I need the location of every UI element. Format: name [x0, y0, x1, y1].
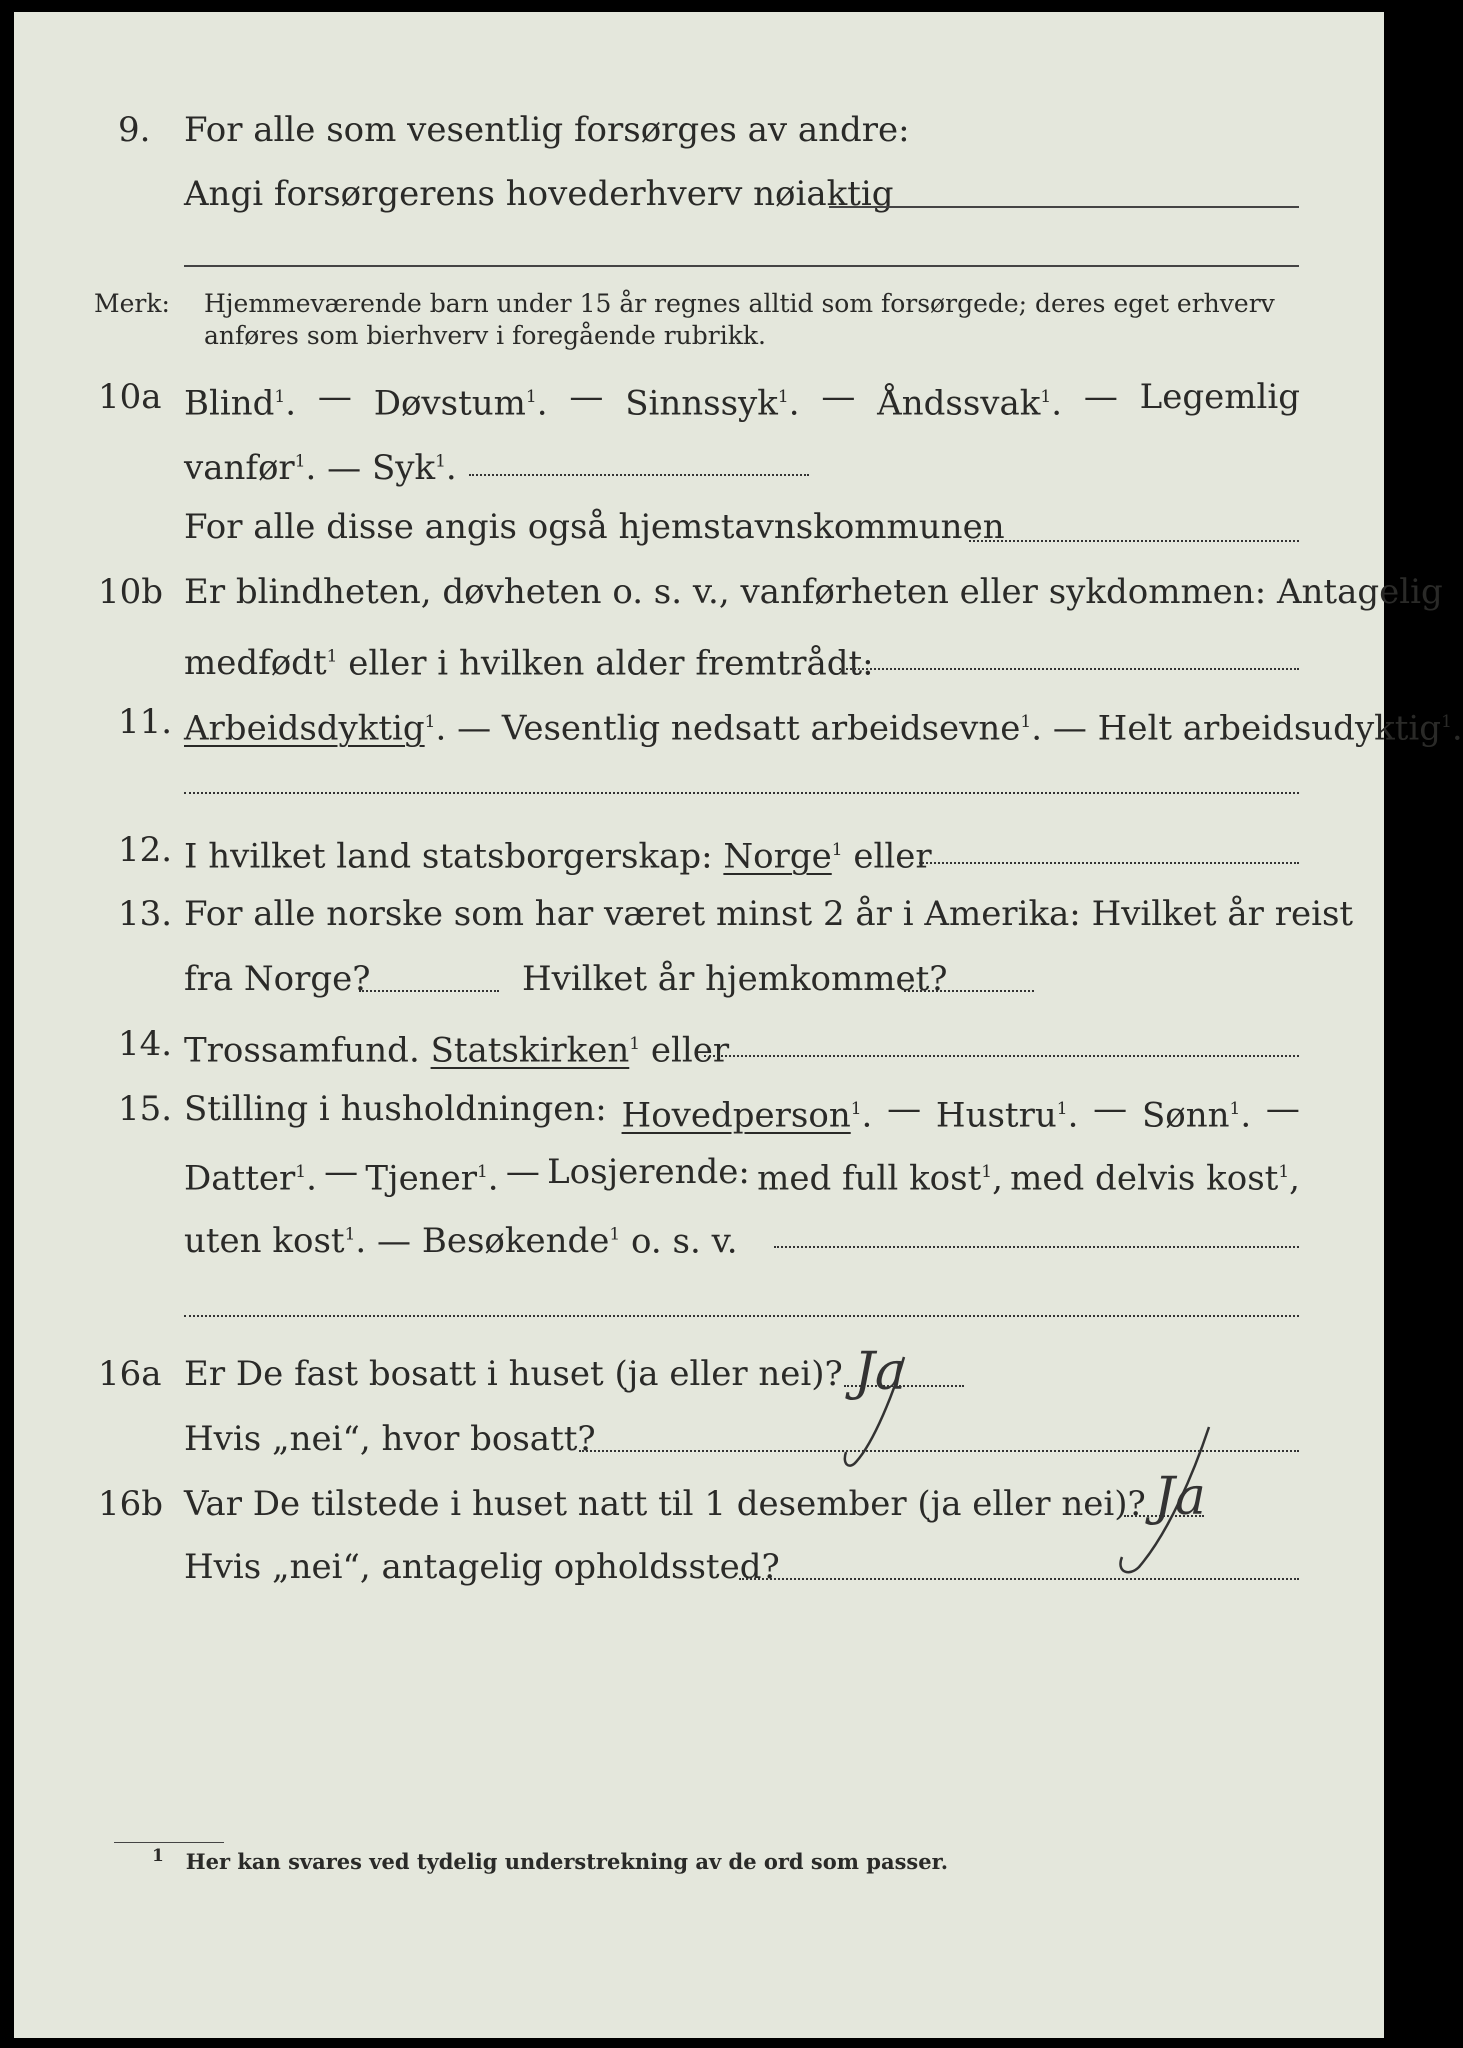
- footnote-rule: [114, 1842, 224, 1843]
- q15-hustru: Hustru$^1$.: [935, 1095, 1079, 1136]
- q12-number: 12.: [118, 830, 173, 870]
- q10a-line1: [184, 377, 1300, 423]
- q15-dash-1: —: [887, 1089, 922, 1129]
- q11-helt: Helt arbeidsudyktig: [1097, 708, 1442, 749]
- q9-line2: Angi forsørgerens hovederhverv nøiaktig: [184, 174, 894, 214]
- q10a-dash-2: —: [569, 377, 604, 417]
- q14-answer-line[interactable]: [704, 1055, 1299, 1057]
- q16b-opholdssted-answer-line[interactable]: [739, 1578, 1299, 1580]
- q10a-vanfor: vanfør$^1$.: [184, 448, 317, 489]
- q15-sonn: Sønn$^1$.: [1141, 1095, 1252, 1136]
- q12-text: I hvilket land statsborgerskap:: [184, 836, 713, 877]
- q15-answer-line[interactable]: [774, 1246, 1299, 1248]
- q14-eller: eller: [650, 1030, 730, 1071]
- q9-answer-line-2[interactable]: [184, 265, 1299, 267]
- q15-answer-line-2[interactable]: [184, 1315, 1299, 1317]
- q10b-answer-line[interactable]: [839, 668, 1299, 670]
- q16a-handwritten-answer: Ja: [854, 1342, 906, 1402]
- q13-hjem-answer-line[interactable]: [904, 990, 1034, 992]
- footnote-text: Her kan svares ved tydelig understrekning av de ord som passer.: [185, 1849, 949, 1874]
- q13-hjem: Hvilket år hjemkommet?: [522, 959, 948, 999]
- q11-arbeidsdyktig: Arbeidsdyktig: [184, 708, 425, 749]
- q10a-line3: For alle disse angis også hjemstavnskommunen: [184, 507, 1005, 547]
- q15-fullkost: med full kost$^1$,: [757, 1158, 1003, 1199]
- q12-norge: Norge: [723, 836, 832, 877]
- q11-vesentlig: Vesentlig nedsatt arbeidsevne: [501, 708, 1021, 749]
- q10b-line2: [184, 637, 874, 683]
- q15-datter: Datter$^1$.: [184, 1158, 317, 1199]
- q13-number: 13.: [118, 894, 173, 934]
- census-form-page: [14, 12, 1463, 2038]
- q15-besokende: Besøkende$^1$: [421, 1221, 621, 1262]
- q10a-dash-1: —: [317, 377, 352, 417]
- q15-stilling: Stilling i husholdningen:: [184, 1089, 607, 1129]
- q11-dash-2: —: [1052, 708, 1087, 749]
- q15-dash-4: —: [324, 1152, 359, 1192]
- merk-line2: anføres som bierhverv i foregående rubrikk.: [204, 321, 766, 350]
- q10b-medfodt: medfødt$^1$: [184, 643, 338, 684]
- merk-label: Merk:: [94, 289, 170, 318]
- q12-line: I hvilket land statsborgerskap: Norge$^1$ eller: [184, 836, 932, 877]
- q10a-andssvak: Åndssvak$^1$.: [877, 383, 1062, 424]
- q16a-number: 16a: [98, 1354, 162, 1394]
- q16b-handwritten-answer: Ja: [1154, 1467, 1206, 1527]
- q11-number: 11.: [118, 702, 173, 742]
- q14-line: Trossamfund. Statskirken$^1$ eller: [184, 1030, 730, 1071]
- q16b-number: 16b: [98, 1484, 164, 1524]
- q16b-line2: Hvis „nei“, antagelig opholdssted?: [184, 1547, 780, 1587]
- footnote: [152, 1846, 948, 1874]
- q10a-number: 10a: [98, 377, 162, 417]
- q15-dash-2: —: [1093, 1089, 1128, 1129]
- q9-number: 9.: [118, 110, 151, 150]
- q11-answer-line[interactable]: [184, 792, 1299, 794]
- q15-line3: [184, 1215, 738, 1261]
- merk-line1: Hjemmeværende barn under 15 år regnes alltid som forsørgede; deres eget erhverv: [204, 289, 1275, 318]
- q15-utenkost: uten kost$^1$.: [184, 1221, 367, 1262]
- q15-number: 15.: [118, 1089, 173, 1129]
- q11-line1: Arbeidsdyktig$^1$. — Vesentlig nedsatt arbeidsevne$^1$. — Helt arbeidsudyktig$^1$.: [184, 708, 1463, 749]
- q16b-handwriting-stroke: [1084, 1422, 1224, 1582]
- q10a-syk-answer-line[interactable]: [469, 474, 809, 476]
- q10b-number: 10b: [98, 572, 164, 612]
- q14-tros: Trossamfund.: [184, 1030, 420, 1071]
- q16a-line2: Hvis „nei“, hvor bosatt?: [184, 1419, 596, 1459]
- q10a-dovstum: Døvstum$^1$.: [373, 383, 548, 424]
- q13-fra-answer-line[interactable]: [359, 990, 499, 992]
- q10a-line2: [184, 442, 457, 488]
- q15-dash-6: —: [377, 1221, 412, 1262]
- q10a-legemlig: Legemlig: [1139, 377, 1300, 417]
- q16a-handwriting-stroke: [834, 1352, 924, 1472]
- q10a-dash-3: —: [821, 377, 856, 417]
- q10b-line1: Er blindheten, døvheten o. s. v., vanførheten eller sykdommen: Antagelig: [184, 572, 1443, 612]
- q10b-rest: eller i hvilken alder fremtrådt:: [348, 643, 874, 684]
- q15-tjener: Tjener$^1$.: [365, 1158, 499, 1199]
- q15-hovedperson: Hovedperson$^1$.: [621, 1095, 873, 1136]
- q11-dash-1: —: [457, 708, 492, 749]
- q10a-sinnssyk: Sinnssyk$^1$.: [625, 383, 800, 424]
- q13-line1: For alle norske som har været minst 2 år i Amerika: Hvilket år reist: [184, 894, 1354, 934]
- q16b-line1: Var De tilstede i huset natt til 1 desember (ja eller nei)?: [184, 1484, 1146, 1524]
- q15-dash-5: —: [505, 1152, 540, 1192]
- q15-dash-3: —: [1265, 1089, 1300, 1129]
- q13-fra: fra Norge?: [184, 959, 371, 999]
- footnote-mark: 1: [152, 1846, 164, 1866]
- q9-line1: For alle som vesentlig forsørges av andre:: [184, 110, 910, 150]
- q10a-syk: Syk$^1$.: [371, 448, 457, 489]
- q10a-dash-4: —: [1083, 377, 1118, 417]
- q15-line1: [184, 1089, 1300, 1135]
- q14-statskirken: Statskirken: [430, 1030, 630, 1071]
- q14-number: 14.: [118, 1024, 173, 1064]
- q10a-dash-5: —: [327, 448, 362, 489]
- q15-osv: o. s. v.: [631, 1221, 738, 1262]
- q12-eller: eller: [853, 836, 932, 877]
- q12-answer-line[interactable]: [919, 862, 1299, 864]
- q9-answer-line[interactable]: [829, 206, 1299, 208]
- q15-losjerende: Losjerende:: [547, 1152, 750, 1192]
- q15-line2: [184, 1152, 1300, 1198]
- q16a-line1: Er De fast bosatt i huset (ja eller nei)?: [184, 1354, 843, 1394]
- q10a-blind: Blind$^1$.: [184, 383, 297, 424]
- q15-delviskost: med delvis kost$^1$,: [1010, 1158, 1300, 1199]
- q10a-hjemstavn-answer-line[interactable]: [969, 540, 1299, 542]
